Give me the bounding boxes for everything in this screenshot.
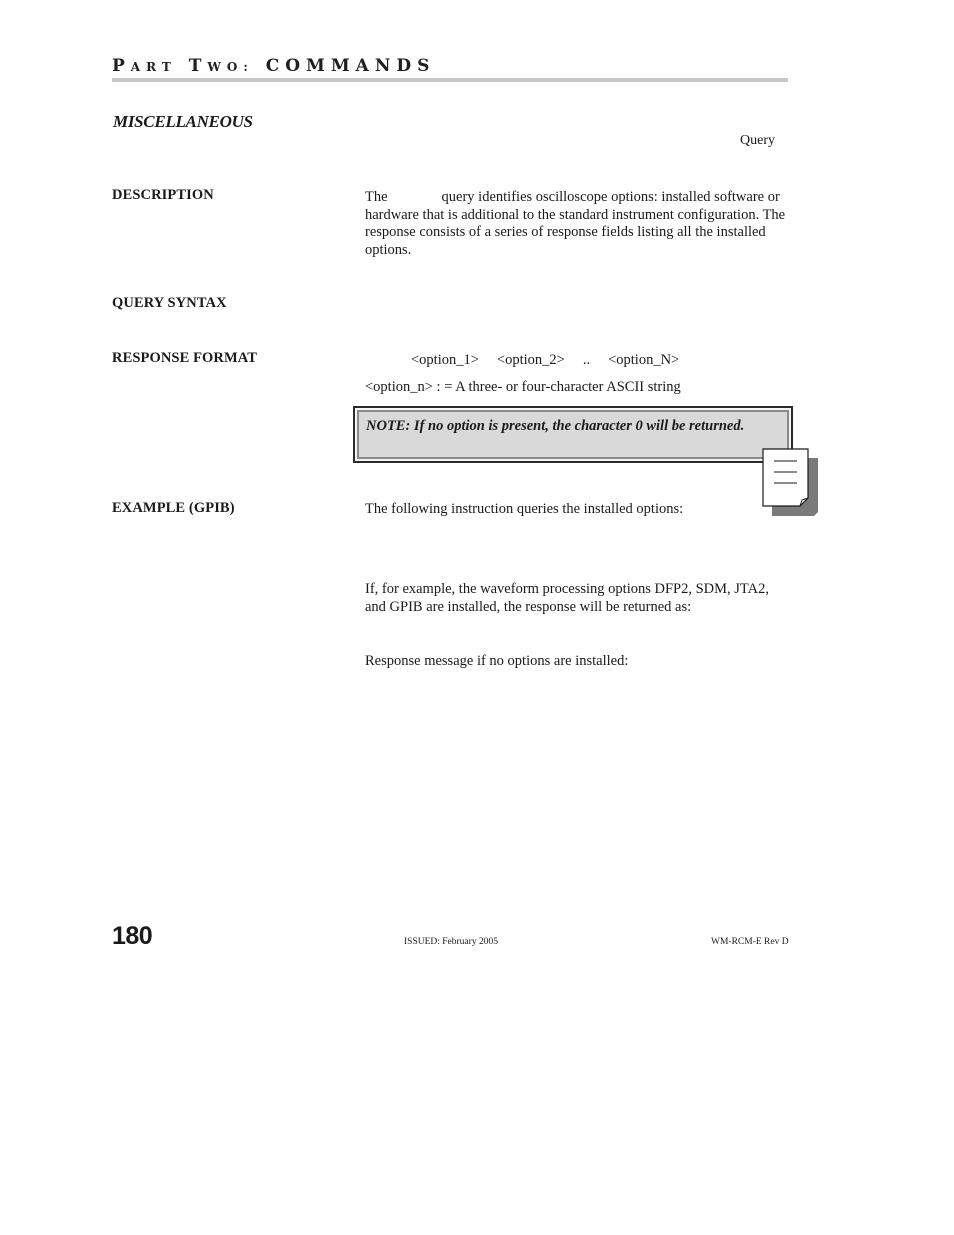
example-label: EXAMPLE (GPIB) [112,500,235,516]
header-commands: COMMANDS [265,56,436,76]
example-intro: The following instruction queries the installed options: [365,501,684,517]
description-label: DESCRIPTION [112,187,214,203]
part-header [112,56,435,76]
response-option-2: <option_2> [496,352,565,368]
header-colon: : [243,60,254,74]
header-small-caps: ART [130,60,177,74]
description-rest: or hardware that is additional to the standard instrument configuration. The response consists of a series of response fields listing all the installed options. [365,189,786,258]
example-paragraph: If, for example, the waveform processing options DFP2, SDM, JTA2, and GPIB are installed, the response will be returned as: [365,581,769,615]
section-title: MISCELLANEOUS [113,112,253,131]
response-option-1: <option_1> [411,352,479,368]
note-box [353,406,793,463]
issued-date: ISSUED: February 2005 [404,937,498,947]
description-text [365,189,795,259]
option-definition: <option_n> : = A three- or four-character ASCII string [365,379,681,395]
example-no-options: Response message if no options are installed: [365,653,629,669]
page-number: 180 [112,922,153,950]
description-line1: query identifies oscilloscope options: installed software [441,189,765,205]
document-id: WM-RCM-E Rev D [711,937,789,947]
description-lead: The [365,189,388,205]
header-rule [112,78,788,82]
header-letter: P [112,56,131,76]
response-ellipsis: .. [582,352,591,368]
response-option-n: <option_N> [608,352,680,368]
response-format-fields [411,352,679,369]
note-text: NOTE: If no option is present, the character 0 will be returned. [366,418,745,434]
query-syntax-label: QUERY SYNTAX [112,295,227,311]
header-letter: T [188,56,208,76]
response-format-label: RESPONSE FORMAT [112,350,258,366]
header-small-caps: WO [207,60,244,74]
command-type: Query [740,133,775,148]
